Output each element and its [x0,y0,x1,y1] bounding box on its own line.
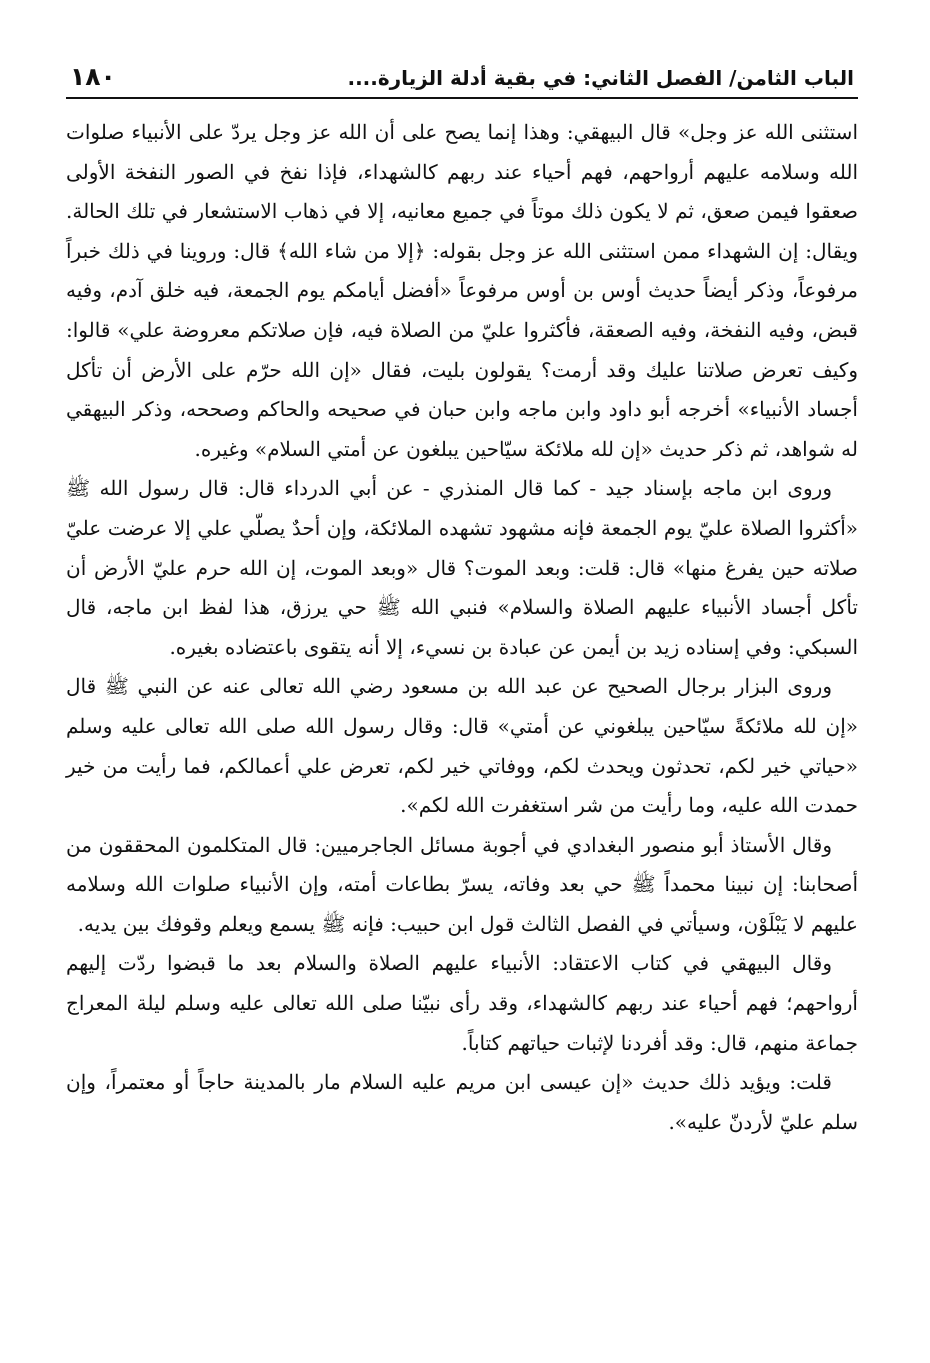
running-title: الباب الثامن/ الفصل الثاني: في بقية أدلة الزيارة.... [347,66,854,90]
paragraph: وروى البزار برجال الصحيح عن عبد الله بن مسعود رضي الله تعالى عنه عن النبي ﷺ قال «إن لله ملائكةً سيّاحين يبلغوني عن أمتي» قال: وقال رسول الله صلى الله تعالى عليه وسلم «حياتي خير لكم، تحدثون ويحدث لكم، ووفاتي خير لكم، تعرض علي أعمالكم، فما رأيت من خير حمدت الله عليه، وما رأيت من شر استغفرت الله لكم». [66,674,858,818]
header-rule [66,97,858,99]
paragraph: وقال البيهقي في كتاب الاعتقاد: الأنبياء عليهم الصلاة والسلام بعد ما قبضوا ردّت إليهم أرواحهم؛ فهم أحياء عند ربهم كالشهداء، وقد رأى نبيّنا صلى الله تعالى عليه وسلم ليلة المعراج جماعة منهم، قال: وقد أفردنا لإثبات حياتهم كتاباً. [66,951,858,1055]
paragraph: وقال الأستاذ أبو منصور البغدادي في أجوبة مسائل الجاجرميين: قال المتكلمون المحققون من أصحابنا: إن نبينا محمداً ﷺ حي بعد وفاته، يسرّ بطاعات أمته، وإن الأنبياء صلوات الله وسلامه عليهم لا يَبْلَوْن، وسيأتي في الفصل الثالث قول ابن حبيب: فإنه ﷺ يسمع ويعلم وقوفك بين يديه. [66,832,858,936]
paragraph: استثنى الله عز وجل» قال البيهقي: وهذا إنما يصح على أن الله عز وجل يردّ على الأنبياء صلوات الله وسلامه عليهم أرواحهم، فهم أحياء عند ربهم كالشهداء، فإذا نفخ في الصور النفخة الأولى صعقوا فيمن صعق، ثم لا يكون ذلك موتاً في جميع معانيه، إلا في ذهاب الاستشعار في تلك الحالة. ويقال: إن الشهداء ممن استثنى الله عز وجل بقوله: ﴿إلا من شاء الله﴾ قال: وروينا في ذلك خبراً مرفوعاً، وذكر أيضاً حديث أوس بن أوس مرفوعاً «أفضل أيامكم يوم الجمعة، فيه خلق آدم، وفيه قبض، وفيه النفخة، وفيه الصعقة، فأكثروا عليّ من الصلاة فيه، فإن صلاتكم معروضة علي» قالوا: وكيف تعرض صلاتنا عليك وقد أرمت؟ يقولون بليت، فقال «إن الله حرّم على الأرض أن تأكل أجساد الأنبياء» أخرجه أبو داود وابن ماجه وابن حبان في صحيحه والحاكم وصححه، وذكر البيهقي له شواهد، ثم ذكر حديث «إن لله ملائكة سيّاحين يبلغون عن أمتي السلام» وغيره. [66,120,859,461]
paragraph: وروى ابن ماجه بإسناد جيد - كما قال المنذري - عن أبي الدرداء قال: قال رسول الله ﷺ «أكثروا الصلاة عليّ يوم الجمعة فإنه مشهود تشهده الملائكة، وإن أحدٌ يصلّي علي إلا عرضت عليّ صلاته حين يفرغ منها» قال: قلت: وبعد الموت؟ قال «وبعد الموت، إن الله حرم عليّ الأرض أن تأكل أجساد الأنبياء عليهم الصلاة والسلام» فنبي الله ﷺ حي يرزق، هذا لفظ ابن ماجه، قال السبكي: وفي إسناده زيد بن أيمن عن عبادة بن نسيء، إلا أنه يتقوى باعتضاده بغيره. [66,476,858,659]
page-header [66,62,858,97]
page-number: ١٨٠ [70,62,116,91]
paragraph: قلت: ويؤيد ذلك حديث «إن عيسى ابن مريم عليه السلام مار بالمدينة حاجاً أو معتمراً، وإن سلم عليّ لأردنّ عليه». [66,1070,858,1134]
body-text [66,113,858,1142]
